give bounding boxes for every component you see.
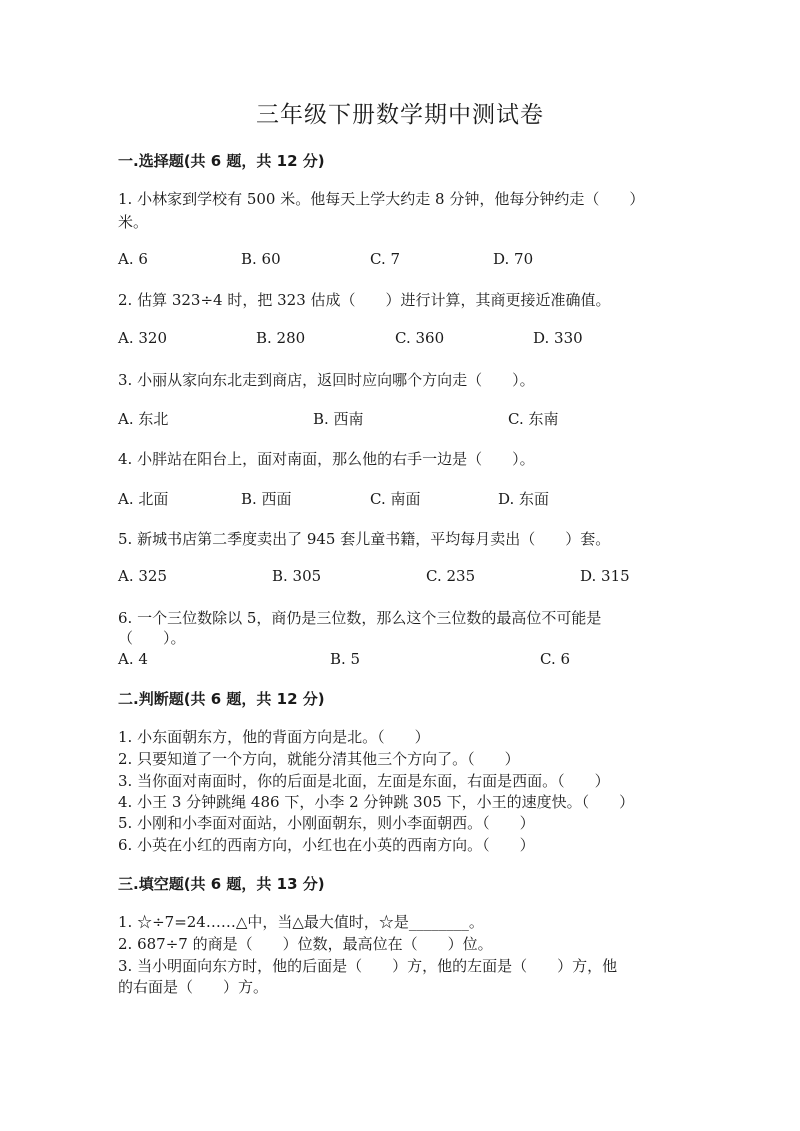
judge-item-4: 4. 小王 3 分钟跳绳 486 下，小李 2 分钟跳 305 下，小王的速度快。（ ） bbox=[118, 793, 635, 811]
q2-option-a: A. 320 bbox=[118, 329, 167, 347]
q3-option-c: C. 东南 bbox=[508, 410, 559, 428]
section-heading-true-false: 二.判断题(共 6 题，共 12 分) bbox=[118, 690, 325, 708]
q1-option-a: A. 6 bbox=[118, 250, 148, 268]
question-6-text: 6. 一个三位数除以 5，商仍是三位数，那么这个三位数的最高位不可能是 bbox=[118, 609, 602, 627]
q4-option-c: C. 南面 bbox=[370, 490, 421, 508]
question-1-text-cont: 米。 bbox=[118, 213, 149, 231]
q5-option-d: D. 315 bbox=[580, 567, 630, 585]
fill-item-2: 2. 687÷7 的商是（ ）位数，最高位在（ ）位。 bbox=[118, 935, 493, 953]
q6-option-b: B. 5 bbox=[330, 650, 361, 668]
q5-option-b: B. 305 bbox=[272, 567, 322, 585]
q3-option-b: B. 西南 bbox=[313, 410, 364, 428]
q3-option-a: A. 东北 bbox=[118, 410, 169, 428]
question-4-text: 4. 小胖站在阳台上，面对南面，那么他的右手一边是（ ）。 bbox=[118, 450, 535, 468]
question-3-text: 3. 小丽从家向东北走到商店，返回时应向哪个方向走（ ）。 bbox=[118, 371, 535, 389]
section-heading-fill-blank: 三.填空题(共 6 题，共 13 分) bbox=[118, 875, 325, 893]
question-2-text: 2. 估算 323÷4 时，把 323 估成（ ）进行计算，其商更接近准确值。 bbox=[118, 291, 611, 309]
question-1-text: 1. 小林家到学校有 500 米。他每天上学大约走 8 分钟，他每分钟约走（ ） bbox=[118, 190, 645, 208]
judge-item-3: 3. 当你面对南面时，你的后面是北面，左面是东面，右面是西面。（ ） bbox=[118, 772, 610, 790]
q2-option-c: C. 360 bbox=[395, 329, 445, 347]
fill-item-3: 3. 当小明面向东方时，他的后面是（ ）方，他的左面是（ ）方，他 bbox=[118, 957, 618, 975]
q1-option-b: B. 60 bbox=[241, 250, 281, 268]
fill-item-3-cont: 的右面是（ ）方。 bbox=[118, 978, 269, 996]
judge-item-2: 2. 只要知道了一个方向，就能分清其他三个方向了。（ ） bbox=[118, 750, 520, 768]
q4-option-a: A. 北面 bbox=[118, 490, 169, 508]
fill-item-1: 1. ☆÷7=24……△中，当△最大值时，☆是________。 bbox=[118, 913, 484, 931]
q1-option-d: D. 70 bbox=[493, 250, 534, 268]
question-5-text: 5. 新城书店第二季度卖出了 945 套儿童书籍，平均每月卖出（ ）套。 bbox=[118, 530, 611, 548]
q2-option-b: B. 280 bbox=[256, 329, 306, 347]
section-heading-multiple-choice: 一.选择题(共 6 题，共 12 分) bbox=[118, 152, 325, 170]
q5-option-a: A. 325 bbox=[118, 567, 167, 585]
q4-option-b: B. 西面 bbox=[241, 490, 292, 508]
q2-option-d: D. 330 bbox=[533, 329, 583, 347]
q6-option-a: A. 4 bbox=[118, 650, 148, 668]
q5-option-c: C. 235 bbox=[426, 567, 476, 585]
question-6-text-cont: （ ）。 bbox=[118, 629, 186, 647]
judge-item-5: 5. 小刚和小李面对面站，小刚面朝东，则小李面朝西。（ ） bbox=[118, 814, 535, 832]
q4-option-d: D. 东面 bbox=[498, 490, 550, 508]
q6-option-c: C. 6 bbox=[540, 650, 571, 668]
judge-item-6: 6. 小英在小红的西南方向，小红也在小英的西南方向。（ ） bbox=[118, 836, 535, 854]
page-title: 三年级下册数学期中测试卷 bbox=[256, 102, 544, 128]
q1-option-c: C. 7 bbox=[370, 250, 401, 268]
judge-item-1: 1. 小东面朝东方，他的背面方向是北。（ ） bbox=[118, 728, 430, 746]
